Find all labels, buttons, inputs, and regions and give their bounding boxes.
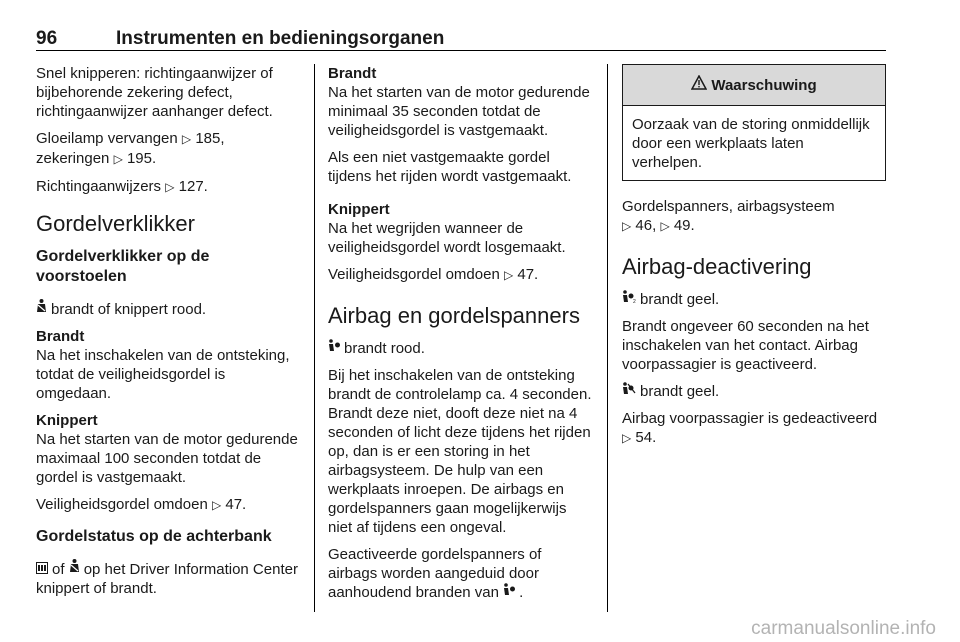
triangle-right-icon: ▷ [660, 219, 670, 233]
page-reference-link[interactable]: 54. [635, 429, 657, 446]
paragraph: Snel knipperen: richtingaanwijzer of bijbehorende zekering defect, richtingaanwijzer aanhanger defect. [36, 65, 273, 120]
triangle-right-icon: ▷ [622, 431, 632, 445]
triangle-right-icon: ▷ [165, 180, 175, 194]
paragraph: Knippert Na het starten van de motor gedurende maximaal 100 seconden totdat de gordel is vastgemaakt. [36, 411, 302, 487]
triangle-right-icon: ▷ [113, 152, 123, 166]
column-divider [607, 64, 608, 612]
label-brandt: Brandt [36, 328, 85, 345]
paragraph: Brandt ongeveer 60 seconden na het inschakelen van het contact. Airbag voorpassagier is geactiveerd. [622, 318, 869, 373]
watermark: carmanualsonline.info [751, 618, 936, 639]
triangle-right-icon: ▷ [622, 219, 632, 233]
label-knippert: Knippert [36, 412, 98, 429]
column-right [622, 64, 886, 456]
page-reference-link[interactable]: 47. [517, 266, 539, 283]
label-knippert: Knippert [328, 201, 390, 218]
subsection-heading: Gordelstatus op de achterbank [36, 528, 272, 545]
page-reference-link[interactable]: 49. [673, 217, 695, 234]
paragraph: Gloeilamp vervangen ▷ 185, zekeringen ▷ 195. [36, 130, 225, 167]
paragraph: Richtingaanwijzers ▷ 127. [36, 178, 208, 195]
column-divider [314, 64, 315, 612]
page-reference-link[interactable]: 185, zekeringen [36, 130, 225, 167]
triangle-right-icon: ▷ [503, 268, 514, 282]
warning-title: Waarschuwing [711, 76, 817, 94]
warning-triangle-icon [691, 75, 707, 95]
person-seatbelt-icon [69, 559, 80, 579]
triangle-right-icon: ▷ [211, 498, 222, 512]
paragraph: Knippert Na het wegrijden wanneer de veiligheidsgordel wordt losgemaakt. [328, 200, 594, 257]
label-brandt: Brandt [328, 65, 377, 82]
paragraph: Brandt Na het inschakelen van de ontsteking, totdat de veiligheidsgordel is omgedaan. [36, 327, 302, 403]
page-number: 96 [36, 28, 58, 49]
paragraph: 2 brandt geel. [622, 290, 886, 309]
page-title: Instrumenten en bedieningsorganen [116, 28, 445, 49]
page-reference-link[interactable]: 127. [178, 178, 208, 195]
page-header [36, 28, 886, 51]
rear-seat-icon [36, 560, 48, 579]
paragraph: Veiligheidsgordel omdoen ▷ 47. [328, 266, 539, 283]
paragraph: Gordelspanners, airbagsysteem ▷ 46, ▷ 49. [622, 198, 835, 234]
paragraph: brandt geel. [622, 382, 886, 401]
warning-box [622, 64, 886, 181]
warning-header [623, 65, 885, 106]
paragraph: Geactiveerde gordelspanners of airbags worden aangeduid door aanhoudend branden van . [328, 546, 542, 601]
airbag-icon [622, 290, 636, 309]
page-reference-link[interactable]: 195. [126, 150, 157, 167]
paragraph: of op het Driver Information Center knippert of brandt. [36, 561, 298, 597]
paragraph: Airbag voorpassagier is gedeactiveerd ▷ 54. [622, 410, 878, 446]
triangle-right-icon: ▷ [181, 132, 192, 146]
section-heading: Gordelverklikker [36, 211, 195, 236]
paragraph: Veiligheidsgordel omdoen ▷ 47. [36, 496, 247, 513]
paragraph: Brandt Na het starten van de motor gedurende minimaal 35 seconden totdat de veiligheidsgordel is vastgemaakt. [328, 64, 594, 140]
paragraph: brandt rood. [328, 339, 594, 358]
column-middle [328, 64, 594, 610]
paragraph: Bij het inschakelen van de ontsteking brandt de controlelamp ca. 4 seconden. Brandt deze niet, dooft deze niet na 4 seconden of licht deze tijdens het rijden op, dan is er een storing in het airbagsysteem. De hulp van een werkplaats inroepen. De airbags en gordelspanners gaan mogelijkerwijs niet af tijdens een ongeval. [328, 367, 592, 536]
page-reference-link[interactable]: 46, [635, 217, 657, 234]
page-reference-link[interactable]: 47. [225, 496, 247, 513]
person-seatbelt-icon [36, 299, 47, 319]
column-left [36, 64, 302, 606]
warning-text: Oorzaak van de storing onmiddellijk door een werkplaats laten verhelpen. [632, 116, 870, 171]
svg-text:2: 2 [633, 299, 636, 304]
section-heading: Airbag-deactivering [622, 254, 812, 279]
paragraph: brandt of knippert rood. [36, 299, 302, 319]
subsection-heading: Gordelverklikker op de voorstoelen [36, 248, 210, 285]
section-heading: Airbag en gordelspanners [328, 303, 580, 328]
airbag-icon [503, 583, 515, 602]
paragraph: Als een niet vastgemaakte gordel tijdens het rijden wordt vastgemaakt. [328, 149, 572, 185]
airbag-icon [328, 339, 340, 358]
airbag-off-icon [622, 382, 636, 401]
